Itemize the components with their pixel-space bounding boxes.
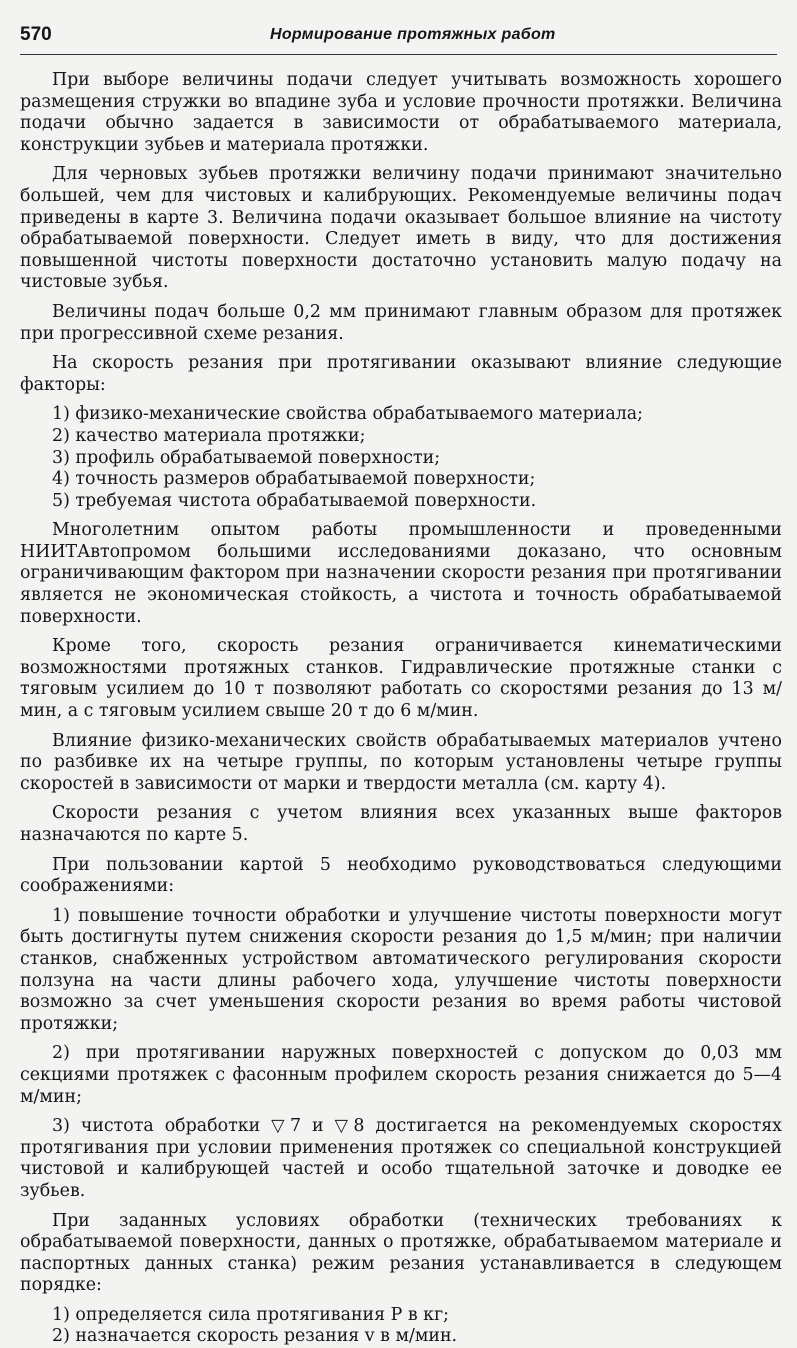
paragraph-procedure-intro: При заданных условиях обработки (технических требованиях к обрабатываемой поверхности, данных о протяжке, обрабатываемом материале и паспортных данных станка) режим резания устанавливается в следующем порядке:	[20, 1210, 782, 1296]
factor-item-1: 1) физико-механические свойства обрабатываемого материала;	[52, 404, 643, 425]
running-title: Нормирование протяжных работ	[270, 26, 556, 43]
page-body	[20, 70, 782, 1348]
paragraph-feed-over-02: Величины подач больше 0,2 мм принимают главным образом для протяжек при прогрессивной схеме резания.	[20, 301, 782, 344]
step-item-1: 1) определяется сила протягивания P в кг;	[52, 1304, 450, 1325]
paragraph-roughing-teeth: Для черновых зубьев протяжки величину подачи принимают значительно большей, чем для чистовых и калибрующих. Рекомендуемые величины подач приведены в карте 3. Величина подачи оказывает большое влияние на чистоту обрабатываемой поверхности. Следует иметь в виду, что для достижения повышенной чистоты поверхности достаточно установить малую подачу на чистовые зубья.	[20, 164, 782, 293]
factor-item-4: 4) точность размеров обрабатываемой поверхности;	[52, 469, 536, 490]
paragraph-material-groups: Влияние физико-механических свойств обрабатываемых материалов учтено по разбивке их на четыре группы, по которым установлены четыре группы скоростей в зависимости от марки и твердости металла (см. карту 4).	[20, 730, 782, 794]
paragraph-niit-research: Многолетним опытом работы промышленности и проведенными НИИТАвтопромом большими исследованиями доказано, что основным ограничивающим фактором при назначении скорости резания при протягивании является не экономическая стойкость, а чистота и точность обрабатываемой поверхности.	[20, 520, 782, 627]
page-number: 570	[20, 24, 52, 45]
page-header	[20, 22, 777, 55]
step-item-2: 2) назначается скорость резания v в м/мин.	[52, 1326, 458, 1347]
paragraph-consideration-3: 3) чистота обработки ▽7 и ▽8 достигается на рекомендуемых скоростях протягивания при условии применения протяжек со специальной конструкцией чистовой и калибрующей частей и особо тщательной заточке и доводке ее зубьев.	[20, 1116, 782, 1201]
paragraph-consideration-1: 1) повышение точности обработки и улучшение чистоты поверхности могут быть достигнуты путем снижения скорости резания до 1,5 м/мин; при наличии станков, снабженных устройством автоматического регулирования скорости ползуна на части длины рабочего хода, улучшение чистоты поверхности возможно за счет уменьшения скорости резания во время работы чистовой протяжки;	[20, 905, 782, 1034]
factor-item-5: 5) требуемая чистота обрабатываемой поверхности.	[52, 490, 537, 511]
paragraph-feed-selection: При выборе величины подачи следует учитывать возможность хорошего размещения стружки во впадине зуба и условие прочности протяжки. Величина подачи обычно задается в зависимости от обрабатываемого материала, конструкции зубьев и материала протяжки.	[20, 70, 782, 155]
paragraph-machine-limits: Кроме того, скорость резания ограничивается кинематическими возможностями протяжных станков. Гидравлические протяжные станки с тяговым усилием до 10 т позволяют работать со скоростями резания до 13 м/мин, а с тяговым усилием свыше 20 т до 6 м/мин.	[20, 636, 782, 722]
factor-item-2: 2) качество материала протяжки;	[52, 425, 366, 446]
factor-item-3: 3) профиль обрабатываемой поверхности;	[52, 447, 441, 468]
paragraph-consideration-2: 2) при протягивании наружных поверхностей с допуском до 0,03 мм секциями протяжек с фасонным профилем скорость резания снижается до 5—4 м/мин;	[20, 1043, 782, 1107]
paragraph-speed-factors-intro: На скорость резания при протягивании оказывают влияние следующие факторы:	[20, 353, 782, 395]
paragraph-card-usage-intro: При пользовании картой 5 необходимо руководствоваться следующими соображениями:	[20, 854, 782, 897]
paragraph-card-5: Скорости резания с учетом влияния всех указанных выше факторов назначаются по карте 5.	[20, 803, 782, 845]
